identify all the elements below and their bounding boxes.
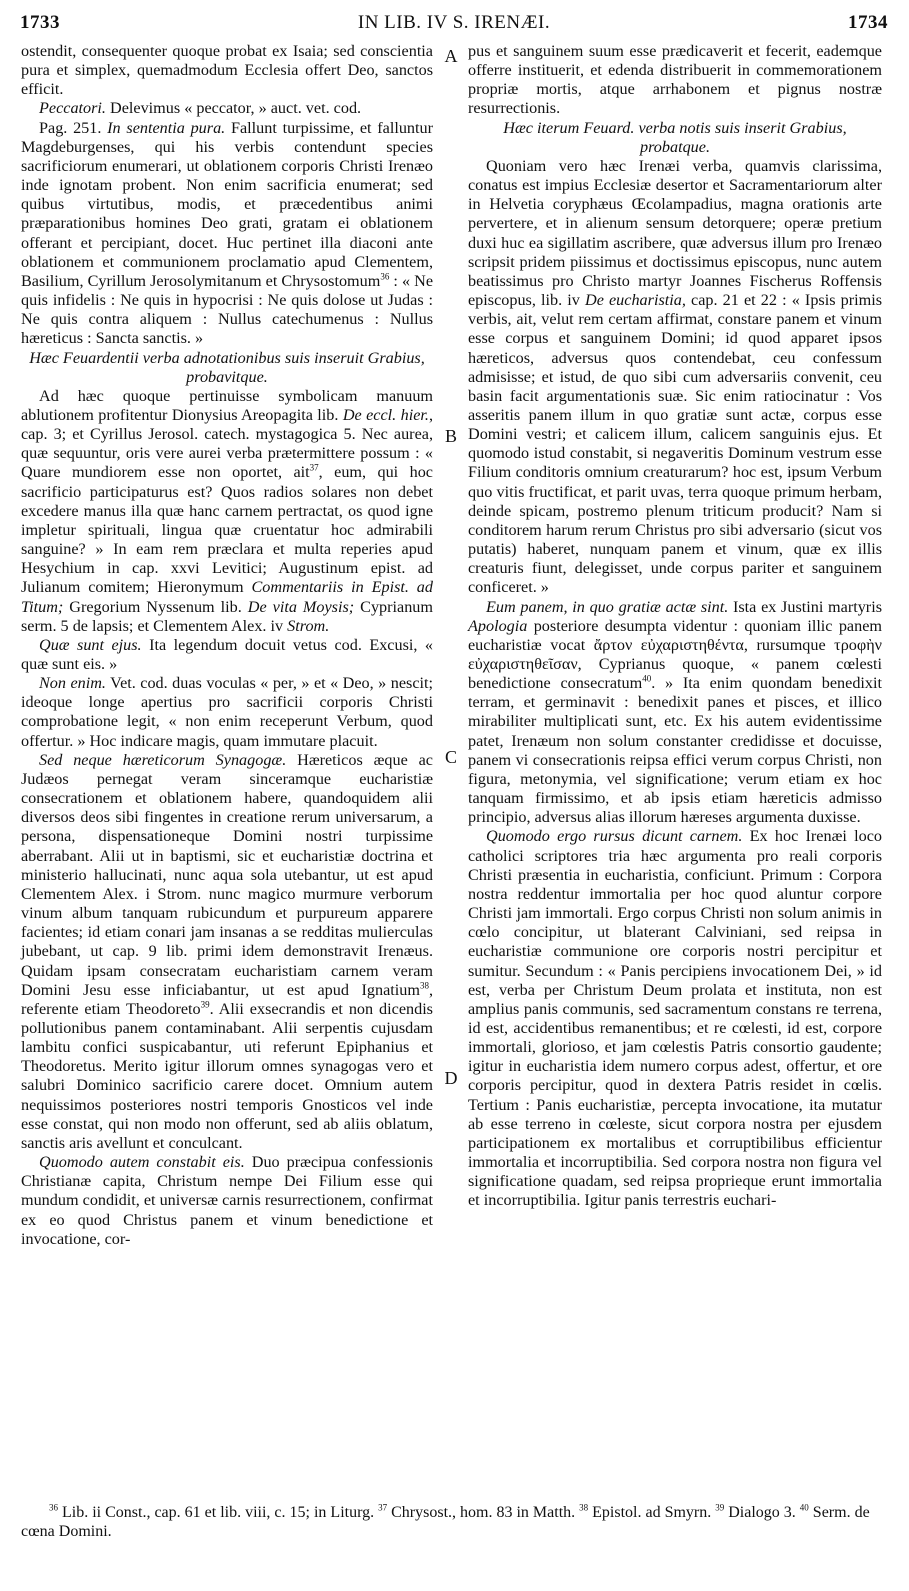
italic-text: Quæ sunt ejus.: [39, 635, 142, 654]
italic-text: In sententia pura.: [107, 118, 226, 137]
footnote-ref: 40: [642, 673, 652, 684]
running-title: IN LIB. IV S. IRENÆI.: [357, 12, 551, 33]
left_column-paragraph: [21, 674, 433, 751]
footnote-ref: 37: [378, 1502, 388, 1513]
text-run: Duo præcipua confessionis Christianæ capita, Christum nempe Dei Filium esse qui mundum condidit, et universæ carnis resurrectionem, confirmat ex eo quod Christus panem et vinum benedictione et invocatione, cor-: [21, 1153, 433, 1248]
footnote-ref: 36: [380, 271, 390, 282]
italic-text: Sed neque hæreticorum Synagogæ.: [39, 750, 287, 769]
italic-text: De vita Moysis;: [247, 597, 355, 616]
italic-text: Quomodo autem constabit eis.: [39, 1153, 245, 1172]
left_column-paragraph: [21, 42, 433, 99]
text-run: cap. 21 et 22 : « Ipsis primis verbis, ait, velut rem certam affirmat, constare panem et vinum esse corpus et sanguinem Domini; id quod apparet ipsos hæreticos, adversus quos contendebat, ceu confessum admisisse; et istud, de quo sibi cum adversariis convenit, ceu basin facit argumentationis suæ. Sic enim ratiocinatur : Vos asseritis panem illum in quo gratiæ sunt actæ, corpus esse Domini vestri; et calicem illum, calicem sanguinis ejus. Et quomodo istud constabit, si negaveritis Dominum vestrum esse Filium conditoris omnium creaturarum? hoc est, ipsum Verbum quo vitis fructificat, et parit uvas, terra quoque primum herbam, deinde spicam, postremo plenum triticum producit? Nam si conditorem harum rerum Christus pro sibi adversario (sicut vos putatis) haberet, nunquam panem et vinum, quæ ex illis creaturis fiunt, delegisset, unde corpus pariter et sanguinem conficeret. »: [468, 291, 882, 597]
left_column-paragraph: [21, 387, 433, 636]
footnotes-paragraph: [21, 1503, 883, 1541]
text-run: , cap. 3; et Cyrillus Jerosol. catech. mystagogica 5. Nec aurea, quæ sequuntur, oris vere aurei verba prætermittere possum : « Quare mundiorem esse non oportet, ait: [21, 405, 433, 482]
text-run: Ad hæc quoque pertinuisse symbolicam manuum ablutionem profitentur Dionysius Areopagita lib.: [21, 386, 433, 424]
left-column: [21, 42, 433, 1249]
right_column-paragraph: [468, 598, 882, 828]
text-run: Pag. 251.: [39, 118, 108, 137]
margin-letter-b: B: [444, 426, 457, 446]
footnote-ref: 40: [799, 1502, 809, 1513]
text-run: Serm. de cœna Domini.: [21, 1504, 870, 1540]
italic-text: De eucharistia,: [585, 291, 686, 310]
text-run: : « Ne quis infidelis : Ne quis in hypocrisi : Ne quis dolose ut Judas : Ne quis contra aliquem : Nullus catechumenus : Nullus hæreticus : Sancta sanctis. »: [21, 271, 433, 348]
text-run: Gregorium Nyssenum lib.: [63, 597, 248, 616]
text-run: Delevimus « peccator, » auct. vet. cod.: [105, 99, 362, 118]
right_column-paragraph: [468, 42, 882, 119]
footnote-ref: 39: [715, 1502, 725, 1513]
right_column-paragraph: [468, 119, 882, 157]
text-run: ostendit, consequenter quoque probat ex Isaia; sed conscientia pura et simplex, quemadmodum Ecclesia offert Deo, sanctos efficit.: [21, 42, 433, 99]
italic-text: De eccl. hier.: [342, 405, 429, 424]
text-run: pus et sanguinem suum esse prædicaverit et fecerit, eademque offerre instituerit, et edenda distribuerit in commemorationem propriæ mortis, atque arrhabonem et pignus nostræ resurrectionis.: [468, 42, 882, 118]
text-run: . Alii exsecrandis et non dicendis pollutionibus panem contaminabant. Alii serpentis cujusdam lambitu confici suspicabantur, uti referunt Epiphanius et Theodoretus. Merito igitur illorum omnes synagogas vero et salubri Dominico sacrificio carere docet. Omnium autem nequissimos posteriores nostri temporis Gnosticos vel inde esse constat, qui non modo non offerunt, sed ab aliis oblatum, sanctis aris avellunt et conculcant.: [21, 999, 433, 1152]
text-run: posteriore desumpta videntur : quoniam illic panem eucharistiæ vocat ἄρτον εὐχαριστηθέντα, rursumque τροφὴν εὐχαριστηθεῖσαν, Cyprianus quoque, « panem cœlesti benedictione consecratum: [468, 616, 882, 693]
footnotes: [21, 1503, 883, 1541]
text-run: Cyprianum serm. 5 de lapsis; et Clementem Alex. iv: [21, 597, 433, 635]
italic-text: Eum panem, in quo gratiæ actæ sint.: [486, 597, 729, 616]
right-column: [468, 42, 882, 1211]
left_column-paragraph: [21, 119, 433, 349]
left-page-number: 1733: [20, 12, 60, 33]
margin-letter-d: D: [444, 1068, 458, 1088]
footnote-ref: 38: [419, 980, 429, 991]
right_column-paragraph: [468, 827, 882, 1210]
text-run: Lib. ii Const., cap. 61 et lib. viii, c. 15; in Liturg.: [58, 1504, 379, 1521]
italic-text: Peccatori.: [39, 99, 106, 118]
left_column-paragraph: [21, 751, 433, 1153]
margin-letter-c: C: [444, 747, 457, 767]
text-run: . » Ita enim quondam benedixit terram, et germinavit : benedixit panes et pisces, et illico mirabiliter multiplicati sunt, etc. Ex his autem evidentissime patet, Irenæum non solum constanter credidisse et docuisse, panem vi consecrationis reipsa effici verum corpus Christi, non figura, metonymia, vel significatione; verum etiam ex hoc tanquam firmissimo, et ab ipsis etiam hæreticis admisso principio, adversus alias illorum hæreses argumenta duxisse.: [468, 674, 883, 827]
text-run: Fallunt turpissime, et falluntur Magdeburgenses, qui his verbis contendunt species sacrificiorum enumerari, ut oblationem corporis Christi Irenæo inde ignotam probent. Non enim sacrificia enumerat; sed quibus virtutibus, modis, et præcedentibus animi præparationibus homines Deo grati, gratam ei oblationem offerant et percipiant, docet. Huc pertinet illa diaconi ante oblationem et communionem proclamatio apud Clementem, Basilium, Cyrillum Jerosolymitanum et Chrysostomum: [21, 118, 433, 290]
left_column-paragraph: [21, 1153, 433, 1249]
italic-text: Strom.: [287, 616, 330, 635]
text-run: Chrysost., hom. 83 in Matth.: [387, 1504, 580, 1521]
text-run: Ita legendum docuit vetus cod. Excusi, « quæ sunt eis. »: [21, 635, 433, 673]
italic-text: Apologia: [468, 616, 528, 635]
italic-text: Quomodo ergo rursus dicunt carnem.: [486, 827, 743, 846]
text-run: Quoniam vero hæc Irenæi verba, quamvis clarissima, conatus est impius Ecclesiæ desertor et Sacramentariorum alter in Helvetia coryphæus Œcolampadius, magna orationis arte pervertere, et in alienum sensum detorquere; operæ pretium duxi huc ea sigillatim ascribere, quæ adversus illum pro Irenæo scripsit pridem piissimus et doctissimus episcopus, nunc autem beatissimus pro Christo martyr Joannes Fischerus Roffensis episcopus, lib. iv: [468, 156, 882, 310]
footnote-ref: 36: [49, 1502, 58, 1513]
left_column-paragraph: [21, 99, 433, 118]
text-run: Hæreticos æque ac Judæos pernegat veram sinceramque eucharistiæ consecrationem et oblationem habere, quandoquidem alii diversos deos sibi fingentes in creatione rerum universarum, a persona, dispensationeque Domini nostri turpissime aberrabant. Alii ut in baptismi, sic et eucharistiæ doctrina et ministerio hallucinati, nunc aqua sola utebantur, ut est apud Clementem Alex. i Strom. nunc magico murmure verborum vinum album tanquam rubicundum et purpureum apparere facientes; id etiam conari jam insanas a se redditas mulierculas jubebant, ut cap. 9 lib. primi idem demonstravit Irenæus. Quidam ipsam consecratam eucharistiam carnem veram Domini Jesu esse inficiabantur, ut est apud Ignatium: [21, 750, 433, 999]
italic-text: Non enim.: [39, 674, 106, 693]
left_column-paragraph: [21, 636, 433, 674]
text-run: Epistol. ad Smyrn.: [588, 1504, 716, 1521]
left_column-paragraph: [21, 349, 433, 387]
text-run: Dialogo 3.: [724, 1504, 800, 1521]
text-run: Ista ex Justini martyris: [728, 597, 882, 616]
text-run: Ex hoc Irenæi loco catholici scriptores tria hæc argumenta pro reali corporis Christi præsentia in eucharistia, conficiunt. Primum : Corpora nostra reddentur immortalia per hoc quod aluntur corpore Christi jam immortali. Ergo corpus Christi non solum animis in cœlo concipitur, ut blaterant Calviniani, sed reipsa in eucharistiæ communione ore corporis nostri percipitur et sumitur. Secundum : « Panis percipiens invocationem Dei, » id est, verba per Christum Deum prolata et instituta, non est amplius panis communis, sed sacramentum constans re terrena, id est, accidentibus remanentibus; et re cœlesti, id est, corpore immortali, glorioso, et jam cœlestis Patris consortio gaudente; igitur in eucharistia idem numero corpus adest, offertur, et ore corporis percipitur, quod in dextera Patris residet in cœlis. Tertium : Panis eucharistiæ, percepta invocatione, ita mutatur ab esse terreno in cœleste, sicut corpora nostra per ejusdem participationem ex mortalibus et corruptibilibus efficientur immortalia et incorruptibilia. Sed corpora nostra non figura vel significatione quadam, sed reipsa proprieque erunt immortalia et incorruptibilia. Igitur panis terrestris euchari-: [468, 827, 882, 1210]
italic-text: Commentariis in Epist. ad Titum;: [21, 578, 433, 616]
margin-letter-a: A: [444, 46, 458, 66]
right-page-number: 1734: [848, 12, 888, 33]
text-run: , referente etiam Theodoreto: [21, 980, 433, 1018]
footnote-ref: 39: [200, 999, 210, 1010]
italic-text: Hæc iterum Feuard. verba notis suis inserit Grabius, probatque.: [503, 118, 847, 156]
page-header: [20, 12, 888, 36]
italic-text: Hæc Feuardentii verba adnotationibus suis inseruit Grabius, probavitque.: [29, 348, 425, 386]
footnote-ref: 38: [579, 1502, 589, 1513]
text-run: , eum, qui hoc sacrificio participaturus est? Quos radios solares non debet excedere manus illa quæ hanc carnem pertractat, os quod igne impletur spirituali, lingua quæ cruentatur hoc admirabili sanguine? » In eam rem præclara et multa reperies apud Hesychium in cap. xxvi Levitici; Augustinum epist. ad Julianum comitem; Hieronymum: [21, 463, 433, 597]
footnote-ref: 37: [309, 463, 319, 474]
text-run: Vet. cod. duas voculas « per, » et « Deo, » nescit; ideoque longe apertius pro sacrificii corporis Christi comprobatione legit, « non enim receperunt Verbum, quod offertur. » Hoc indicare magis, quam immutare placuit.: [21, 674, 434, 750]
right_column-paragraph: [468, 157, 882, 598]
